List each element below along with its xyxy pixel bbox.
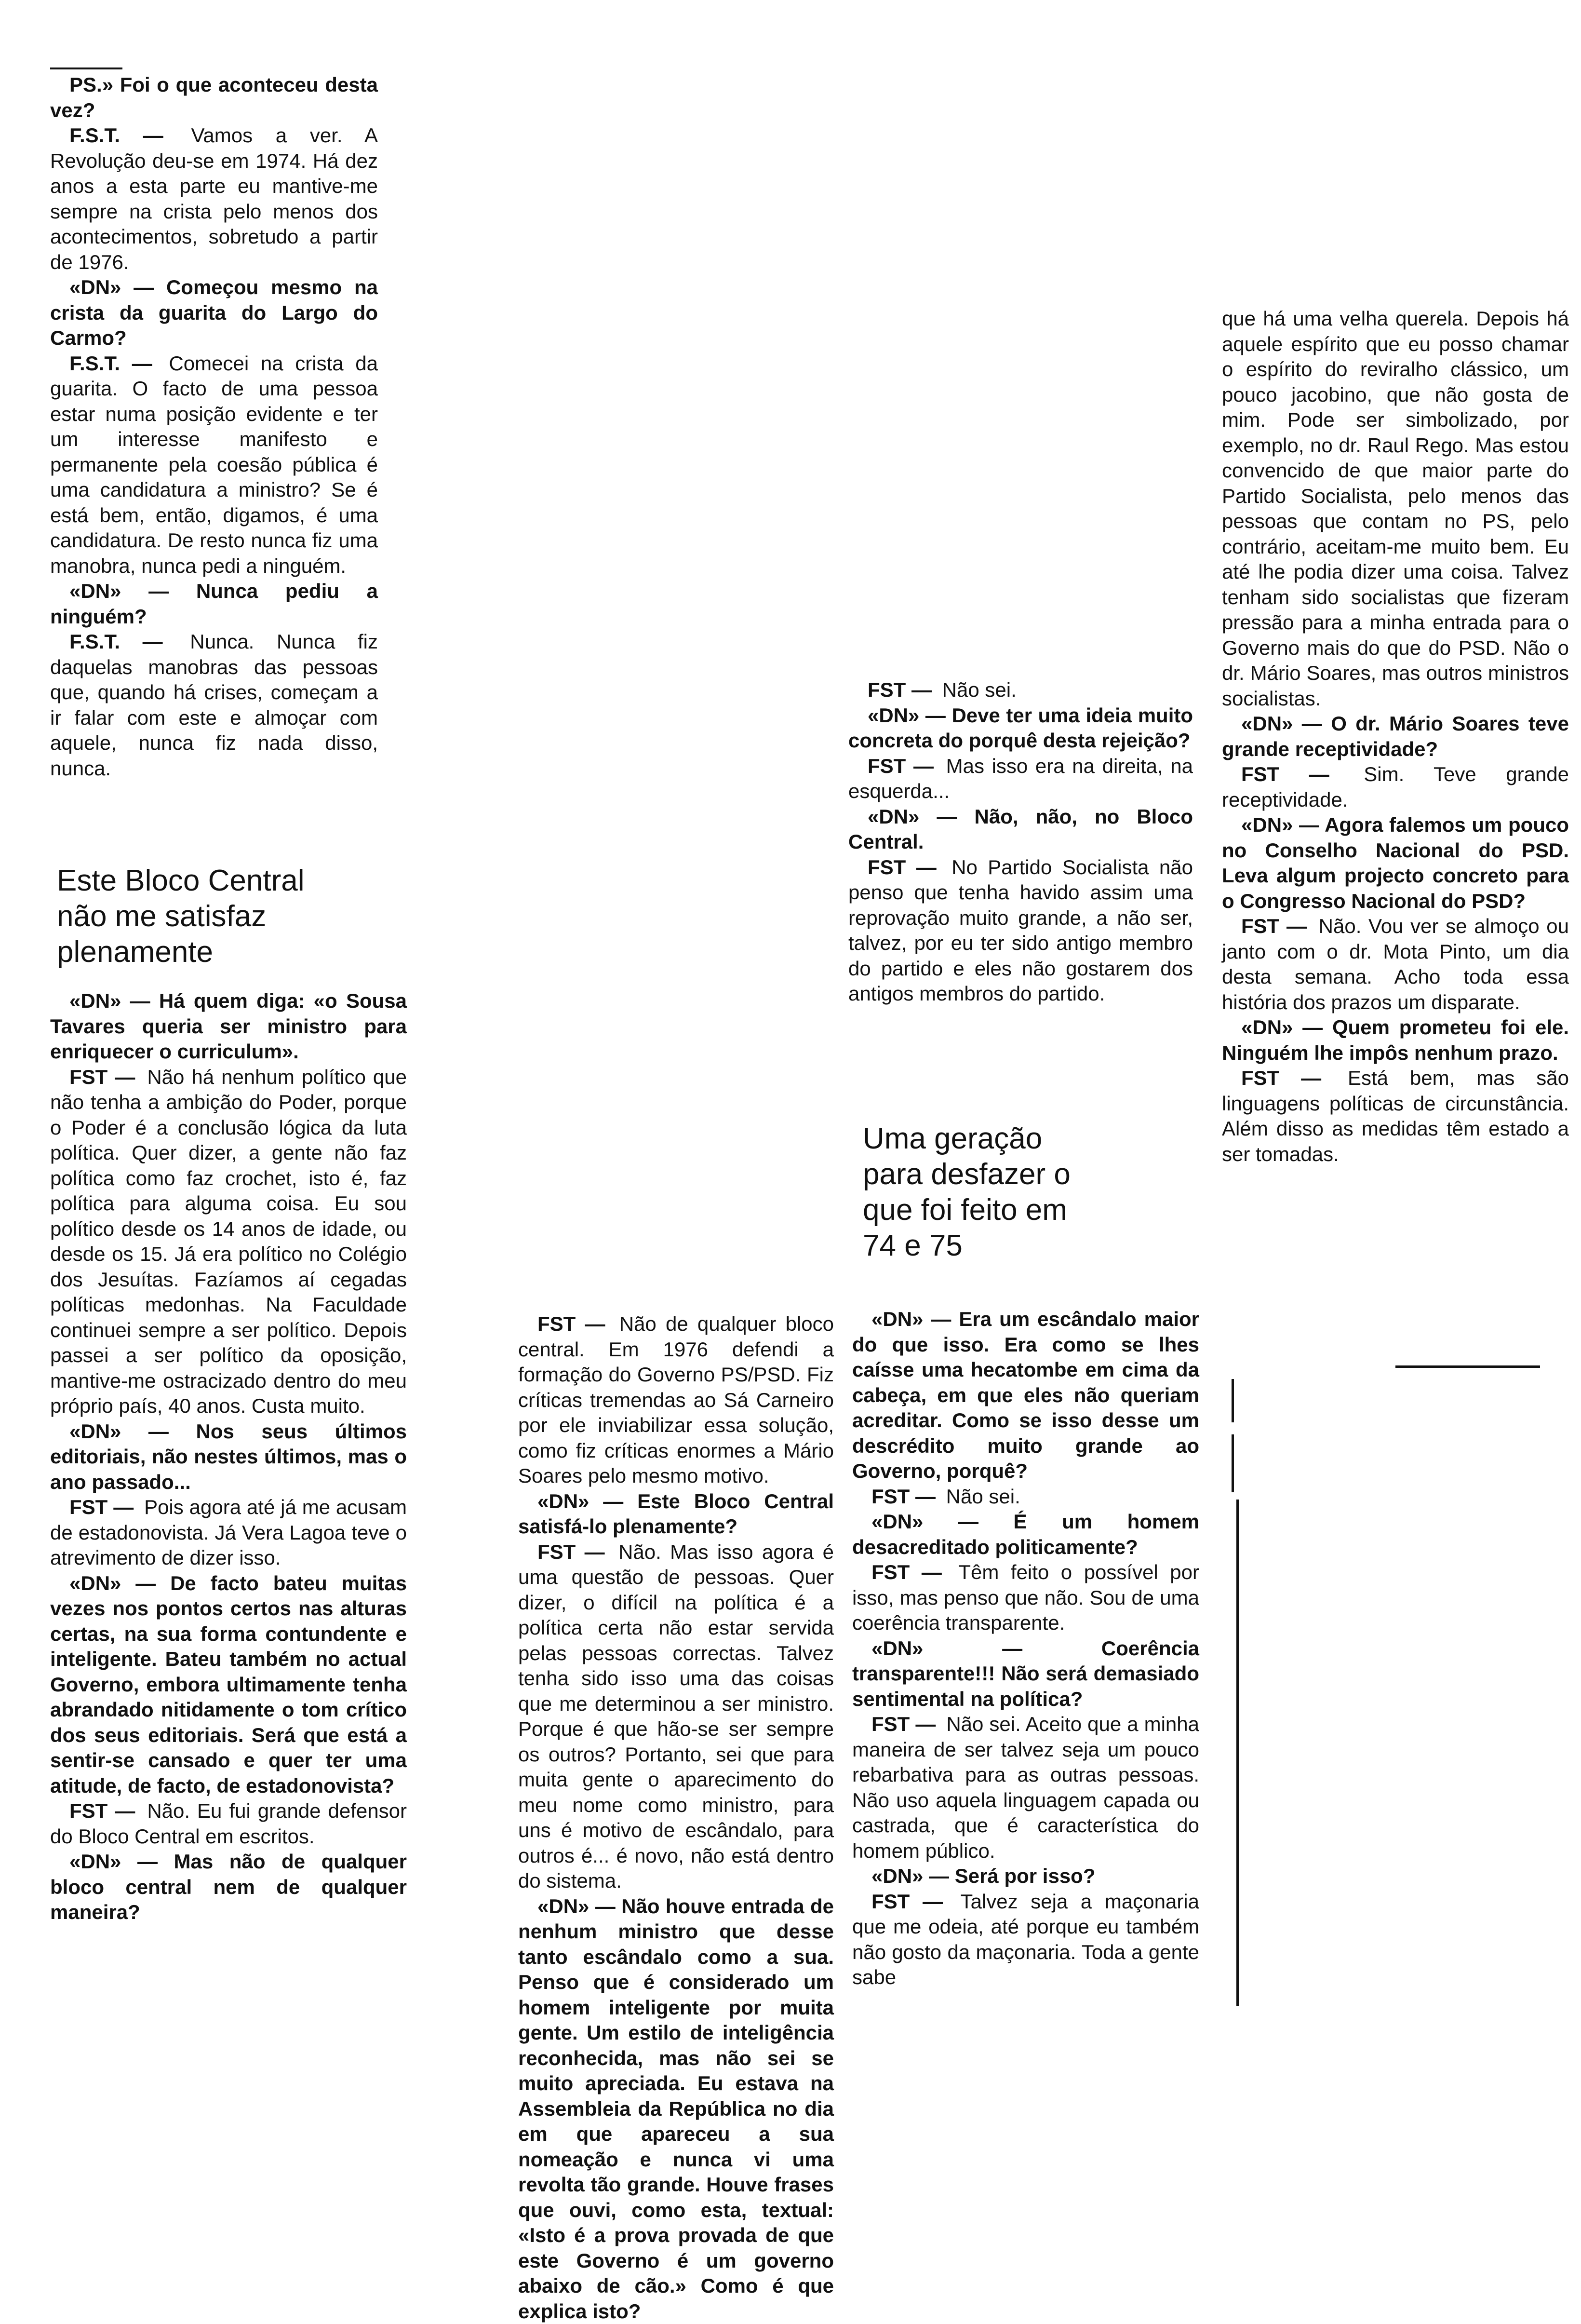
column-2 bbox=[518, 1311, 834, 2324]
paragraph-text: Não sei. bbox=[942, 678, 1017, 701]
speaker-label: FST — bbox=[868, 678, 938, 701]
interviewee-answer bbox=[848, 754, 1193, 804]
interviewee-answer bbox=[848, 677, 1193, 703]
interviewee-answer bbox=[50, 123, 378, 275]
speaker-label: FST — bbox=[868, 755, 941, 777]
interviewer-question bbox=[852, 1307, 1199, 1484]
interviewer-question bbox=[518, 1489, 834, 1540]
interviewer-question bbox=[50, 579, 378, 629]
paragraph-text: Nunca pediu a ninguém? bbox=[50, 580, 378, 628]
speaker-label: «DN» — bbox=[871, 1308, 959, 1330]
interviewee-answer bbox=[1222, 1066, 1569, 1167]
speaker-label: «DN» — bbox=[1241, 1016, 1332, 1039]
speaker-label: PS.» bbox=[69, 73, 120, 96]
interviewer-question bbox=[50, 72, 378, 123]
speaker-label: FST — bbox=[1241, 763, 1359, 785]
paragraph-text: Mas isso era na direita, na esquerda... bbox=[848, 755, 1193, 803]
speaker-label: FST — bbox=[69, 1496, 139, 1518]
speaker-label: F.S.T. — bbox=[69, 352, 164, 375]
paragraph-text: O dr. Mário Soares teve grande receptividade? bbox=[1222, 712, 1569, 760]
speaker-label: «DN» — bbox=[69, 1850, 174, 1873]
paragraph-text: Sim. Teve grande receptividade. bbox=[1222, 763, 1569, 811]
interviewee-answer bbox=[852, 1560, 1199, 1636]
speaker-label: FST — bbox=[871, 1890, 956, 1913]
paragraph-text: Não. Eu fui grande defensor do Bloco Central em escritos. bbox=[50, 1799, 407, 1848]
speaker-label: «DN» — bbox=[537, 1895, 621, 1918]
speaker-label: FST — bbox=[871, 1561, 953, 1583]
column-3-continued bbox=[852, 1307, 1199, 1990]
interviewer-question bbox=[1222, 1015, 1569, 1066]
paragraph-text: Há quem diga: «o Sousa Tavares queria ser ministro para enriquecer o curriculum». bbox=[50, 989, 407, 1063]
paragraph-text: Não sei. bbox=[946, 1485, 1020, 1508]
speaker-label: «DN» — bbox=[868, 704, 951, 727]
speaker-label: «DN» — bbox=[69, 989, 159, 1012]
speaker-label: FST — bbox=[69, 1799, 142, 1822]
speaker-label: FST — bbox=[868, 856, 947, 878]
speaker-label: «DN» — bbox=[69, 276, 166, 298]
paragraph-text: Têm feito o possível por isso, mas penso que não. Sou de uma coerência transparente. bbox=[852, 1561, 1199, 1634]
paragraph-text: Coerência transparente!!! Não será demasiado sentimental na política? bbox=[852, 1637, 1199, 1710]
speaker-label: FST — bbox=[871, 1485, 941, 1508]
speaker-label: F.S.T. — bbox=[69, 124, 186, 147]
paragraph-text: Quem prometeu foi ele. Ninguém lhe impôs nenhum prazo. bbox=[1222, 1016, 1569, 1064]
clipping-edge-vertical-1 bbox=[1232, 1379, 1234, 1422]
paragraph-text: Agora falemos um pouco no Conselho Nacional do PSD. Leva algum projecto concreto para o Congresso Nacional do PSD? bbox=[1222, 813, 1569, 912]
paragraph-text: Deve ter uma ideia muito concreta do porquê desta rejeição? bbox=[848, 704, 1193, 752]
paragraph-text: Não de qualquer bloco central. Em 1976 defendi a formação do Governo PS/PSD. Fiz críticas tremendas ao Sá Carneiro por ele inviabilizar essa solução, como fiz críticas enormes a Mário Soares pelo mesmo motivo. bbox=[518, 1312, 834, 1487]
speaker-label: «DN» — bbox=[1241, 813, 1325, 836]
paragraph-text: Não há nenhum político que não tenha a ambição do Poder, porque o Poder é a conclusão lógica da luta política. Quer dizer, a gente não faz política como faz crochet, isto é, faz política para alguma coisa. Eu sou político desde os 14 anos de idade, ou desde os 15. Já era político no Colégio dos Jesuítas. Fazíamos aí cegadas políticas medonhas. Na Faculdade continuei sempre a ser político. Depois passei a ser político da oposição, mantive-me ostracizado dentro do meu próprio país, 40 anos. Custa muito. bbox=[50, 1066, 407, 1418]
interviewer-question bbox=[848, 703, 1193, 754]
interviewer-question bbox=[50, 1419, 407, 1495]
interviewee-answer bbox=[50, 351, 378, 579]
speaker-label: «DN» — bbox=[871, 1637, 1101, 1660]
paragraph-text: Mas não de qualquer bloco central nem de qualquer maneira? bbox=[50, 1850, 407, 1923]
interviewer-question bbox=[50, 1571, 407, 1799]
paragraph-text: Pois agora até já me acusam de estadonovista. Já Vera Lagoa teve o atrevimento de dizer isso. bbox=[50, 1496, 407, 1569]
speaker-label: FST — bbox=[1241, 915, 1314, 937]
speaker-label: «DN» — bbox=[871, 1865, 955, 1887]
column-3 bbox=[848, 677, 1193, 1007]
column-1 bbox=[50, 72, 378, 781]
clipping-edge-top-left bbox=[50, 68, 122, 69]
paragraph-text: Nos seus últimos editoriais, não nestes últimos, mas o ano passado... bbox=[50, 1420, 407, 1493]
speaker-label: «DN» — bbox=[868, 805, 975, 828]
clipping-edge-horizontal bbox=[1395, 1365, 1540, 1368]
column-4 bbox=[1222, 306, 1569, 1167]
interviewer-question bbox=[518, 1894, 834, 2324]
speaker-label: «DN» — bbox=[69, 580, 196, 602]
paragraph-text: Será por isso? bbox=[955, 1865, 1096, 1887]
answer-continuation bbox=[1222, 306, 1569, 711]
speaker-label: FST — bbox=[69, 1066, 142, 1088]
speaker-label: FST — bbox=[537, 1312, 615, 1335]
speaker-label: «DN» — bbox=[871, 1510, 1014, 1533]
interviewer-question bbox=[50, 988, 407, 1065]
interviewer-question bbox=[852, 1636, 1199, 1712]
interviewee-answer bbox=[518, 1311, 834, 1489]
interviewer-question bbox=[50, 1849, 407, 1925]
section-heading-uma-geracao: Uma geração para desfazer o que foi feito em 74 e 75 bbox=[863, 1121, 1089, 1264]
section-heading-bloco-central: Este Bloco Central não me satisfaz plenamente bbox=[57, 863, 327, 970]
speaker-label: F.S.T. — bbox=[69, 630, 185, 653]
interviewer-question bbox=[50, 275, 378, 351]
interviewee-answer bbox=[50, 629, 378, 781]
interviewee-answer bbox=[50, 1065, 407, 1419]
interviewer-question bbox=[1222, 812, 1569, 914]
clipping-edge-vertical-2 bbox=[1232, 1434, 1234, 1492]
paragraph-text: Talvez seja a maçonaria que me odeia, até porque eu também não gosto da maçonaria. Toda a gente sabe bbox=[852, 1890, 1199, 1989]
interviewee-answer bbox=[1222, 762, 1569, 812]
paragraph-text: Está bem, mas são linguagens políticas de circunstância. Além disso as medidas têm estado a ser tomadas. bbox=[1222, 1067, 1569, 1165]
paragraph-text: que há uma velha querela. Depois há aquele espírito que eu posso chamar o espírito do reviralho clássico, um pouco jacobino, que não gosta de mim. Pode ser simbolizado, por exemplo, no dr. Raul Rego. Mas estou convencido de que maior parte do Partido Socialista, pelo menos das pessoas que contam no PS, pelo contrário, aceitam-me muito bem. Eu até lhe podia dizer uma coisa. Talvez tenham sido socialistas que fizeram pressão para a minha entrada para o Governo mais do que do PSD. Não o dr. Mário Soares, mas outros ministros socialistas. bbox=[1222, 307, 1569, 710]
paragraph-text: Não, não, no Bloco Central. bbox=[848, 805, 1193, 853]
paragraph-text: Este Bloco Central satisfá-lo plenamente? bbox=[518, 1490, 834, 1538]
paragraph-text: Comecei na crista da guarita. O facto de uma pessoa estar numa posição evidente e ter um interesse manifesto e permanente pela coesão pública é uma candidatura a ministro? Se é está bem, então, digamos, é uma candidatura. De resto nunca fiz uma manobra, nunca pedi a ninguém. bbox=[50, 352, 378, 577]
clipping-edge-vertical-3 bbox=[1236, 1500, 1239, 2006]
interviewee-answer bbox=[852, 1484, 1199, 1510]
speaker-label: «DN» — bbox=[69, 1420, 196, 1443]
speaker-label: FST — bbox=[871, 1713, 941, 1735]
paragraph-text: Não. Vou ver se almoço ou janto com o dr. Mota Pinto, um dia desta semana. Acho toda essa história dos prazos um disparate. bbox=[1222, 915, 1569, 1013]
interviewer-question bbox=[1222, 711, 1569, 762]
speaker-label: FST — bbox=[537, 1540, 614, 1563]
paragraph-text: Não houve entrada de nenhum ministro que desse tanto escândalo como a sua. Penso que é considerado um homem inteligente por muita gente. Um estilo de inteligência reconhecida, mas não sei se muito apreciada. Eu estava na Assembleia da República no dia em que apareceu a sua nomeação e nunca vi uma revolta tão grande. Houve frases que ouvi, como esta, textual: «Isto é a prova provada de que este Governo é um governo abaixo de cão.» Como é que explica isto? bbox=[518, 1895, 834, 2323]
interviewee-answer bbox=[1222, 914, 1569, 1015]
interviewee-answer bbox=[848, 855, 1193, 1007]
speaker-label: «DN» — bbox=[537, 1490, 637, 1513]
column-1-continued bbox=[50, 988, 407, 1925]
paragraph-text: Vamos a ver. A Revolução deu-se em 1974. Há dez anos a esta parte eu mantive-me sempre na crista pelo menos dos acontecimentos, sobretudo a partir de 1976. bbox=[50, 124, 378, 273]
paragraph-text: No Partido Socialista não penso que tenha havido assim uma reprovação muito grande, a não ser, talvez, por eu ter sido antigo membro do partido e eles não gostarem dos antigos membros do partido. bbox=[848, 856, 1193, 1005]
interviewee-answer bbox=[50, 1495, 407, 1571]
paragraph-text: Começou mesmo na crista da guarita do Largo do Carmo? bbox=[50, 276, 378, 349]
paragraph-text: Era um escândalo maior do que isso. Era como se lhes caísse uma hecatombe em cima da cabeça, em que eles não queriam acreditar. Como se isso desse um descrédito muito grande ao Governo, porquê? bbox=[852, 1308, 1199, 1482]
speaker-label: «DN» — bbox=[1241, 712, 1331, 735]
paragraph-text: É um homem desacreditado politicamente? bbox=[852, 1510, 1199, 1558]
speaker-label: FST — bbox=[1241, 1067, 1343, 1089]
speaker-label: «DN» — bbox=[69, 1572, 170, 1594]
interviewee-answer bbox=[852, 1712, 1199, 1864]
interviewer-question bbox=[852, 1864, 1199, 1889]
interviewee-answer bbox=[852, 1889, 1199, 1990]
interviewer-question bbox=[848, 804, 1193, 855]
paragraph-text: Não. Mas isso agora é uma questão de pessoas. Quer dizer, o difícil na política é a política certa não estar servida pelas pessoas correctas. Talvez tenha sido isso uma das coisas que me determinou a ser ministro. Porque é que hão-se ser sempre os outros? Portanto, sei que para muita gente o aparecimento do meu nome como ministro, para uns é motivo de escândalo, para outros é... é novo, não está dentro do sistema. bbox=[518, 1540, 834, 1892]
paragraph-text: Não sei. Aceito que a minha maneira de ser talvez seja um pouco rebarbativa para as outras pessoas. Não uso aquela linguagem capada ou castrada, que é característica do homem público. bbox=[852, 1713, 1199, 1862]
interviewee-answer bbox=[50, 1798, 407, 1849]
interviewee-answer bbox=[518, 1540, 834, 1894]
paragraph-text: Foi o que aconteceu desta vez? bbox=[50, 73, 378, 122]
paragraph-text: Nunca. Nunca fiz daquelas manobras das pessoas que, quando há crises, começam a ir falar com este e almoçar com aquele, nunca fiz nada disso, nunca. bbox=[50, 630, 378, 780]
paragraph-text: De facto bateu muitas vezes nos pontos certos nas alturas certas, na sua forma contundente e inteligente. Bateu também no actual Governo, embora ultimamente tenha abrandado nitidamente o tom crítico dos seus editoriais. Será que está a sentir-se cansado e quer ter uma atitude, de facto, de estadonovista? bbox=[50, 1572, 407, 1797]
interviewer-question bbox=[852, 1509, 1199, 1560]
